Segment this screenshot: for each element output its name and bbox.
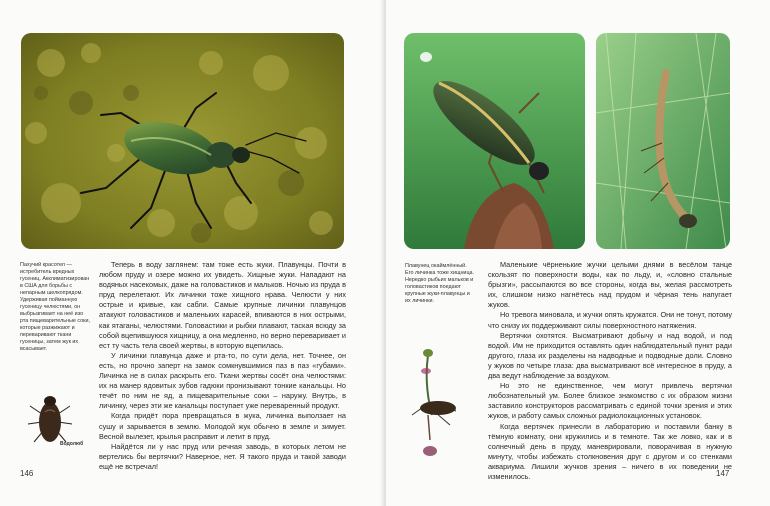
paragraph: Найдётся ли у нас пруд или речная заводь, в которых летом не вертелись бы вертячки? Наверное, нет. Я такого пруда и такой заводи ещё не встречал! [99, 441, 346, 471]
diving-beetle-photo [404, 33, 585, 249]
larva-image [596, 33, 730, 249]
left-page [0, 0, 384, 506]
page-number: 146 [20, 469, 34, 478]
larva-photo [596, 33, 730, 249]
figure-label: Водолюб [60, 441, 84, 447]
left-body-text [99, 260, 346, 472]
paragraph: Когда вертячек принесли в лабораторию и поставили банку в тёмную комнату, они кружились и в темноте. Так же ловко, как и в солнечный день в пруду, маневрировали, поворачивая в нужную минуту, чтобы избежать столкновения друг с другом и со стенками аквариума. Лишили жучков зрения – ничего в их поведении не изменилось. [488, 421, 732, 481]
paragraph: У личинки плавунца даже и рта-то, по сути дела, нет. Точнее, он есть, но прочно заперт на замок сомкнувшимися паз в паз «губами». Личинка не в силах раскрыть его. Ткани жертвы сосёт она челюстями: их на манер ядовитых зубов гадюки пронизывают тонкие канальцы. Но течёт по ним не яд, а пищеварительные соки – наружу. Внутрь, в личинку, через эти же канальцы поступает уже переваренный продукт. [99, 350, 346, 411]
diving-beetle-image [404, 33, 585, 249]
paragraph: Но это не единственное, чем могут привлечь вертячки любознательный ум. Более близкое знакомство с их образом жизни заставило конструкторов рассматривать с единой точки зрения и этих жуков, и работу самых сложных радиолокационных установок. [488, 381, 732, 421]
ground-beetle-photo [21, 33, 344, 249]
paragraph: Когда придёт пора превращаться в жука, личинка выползает на сушу и зарывается в землю. Молодой жук обычно в земле и зимует. Весной вылезет, крылья расправит и летит в пруд. [99, 411, 346, 441]
right-body-text [488, 260, 732, 482]
moss-beetle-image [21, 33, 344, 249]
paragraph: Маленькие чёрненькие жучки целыми днями в весёлом танце скользят по поверхности воды, как по льду, и, «словно стальные брызги», рассыпаются во все стороны, когда вы, желая рассмотреть их, слишком низко нагнётесь над прудом и чёрная тень напугает жуков. [488, 260, 732, 310]
paragraph: Но тревога миновала, и жучки опять кружатся. Они не тонут, потому что снизу их поддерживают силы поверхностного натяжения. [488, 310, 732, 330]
paragraph: Теперь в воду заглянем: там тоже есть жуки. Плавунцы. Почти в любом пруду и озере можно их увидеть. Хищные жуки. Нападают на водяных насекомых, даже на головастиков и мальков. Ночью из пруда в пруд перелетают. Их личинки тоже хищного нрава. Челюсти у них острые и кривые, как сабли. Самые крупные личинки плавунцов атакуют головастиков и маленьких карасей, впиваются в них острыми, как ятаганы, челюстями. Головастики и рыбки плавают, таская всюду за собой вцепившуюся хищницу, а она медленно, но верно переваривает и ест ту часть тела своей жертвы, в которую вцепилась. [99, 260, 346, 350]
left-caption: Пахучий красотел — истребитель вредных гусениц. Акклиматизирован в США для борьбы с непарным шелкопрядом. Удерживая пойманную гусеницу челюстями, он выбрызгивает на неё изо рта пищеварительные соки, которые разжижают и переваривают ткани гусеницы, затем жук их всасывает. [20, 262, 91, 352]
right-page [386, 0, 770, 506]
page-number: 147 [716, 469, 730, 478]
right-caption: Плавунец окаймлённый. Его личинка тоже хищница. Нередко рыбьих мальков и головастиков поедают крупные жуки-плавунцы и их личинки. [405, 263, 475, 304]
larva-drawing-icon [406, 345, 474, 460]
paragraph: Вертячки охотятся. Высматривают добычу и над водой, и под водой. Им не приходится оставлять один наблюдательный пункт ради другого, глаза их разделены на надводные и подводные доли. Словно у жуков по четыре глаза: два высматривают всё интересное в пруду, а два ведут наблюдение за воздухом. [488, 330, 732, 381]
